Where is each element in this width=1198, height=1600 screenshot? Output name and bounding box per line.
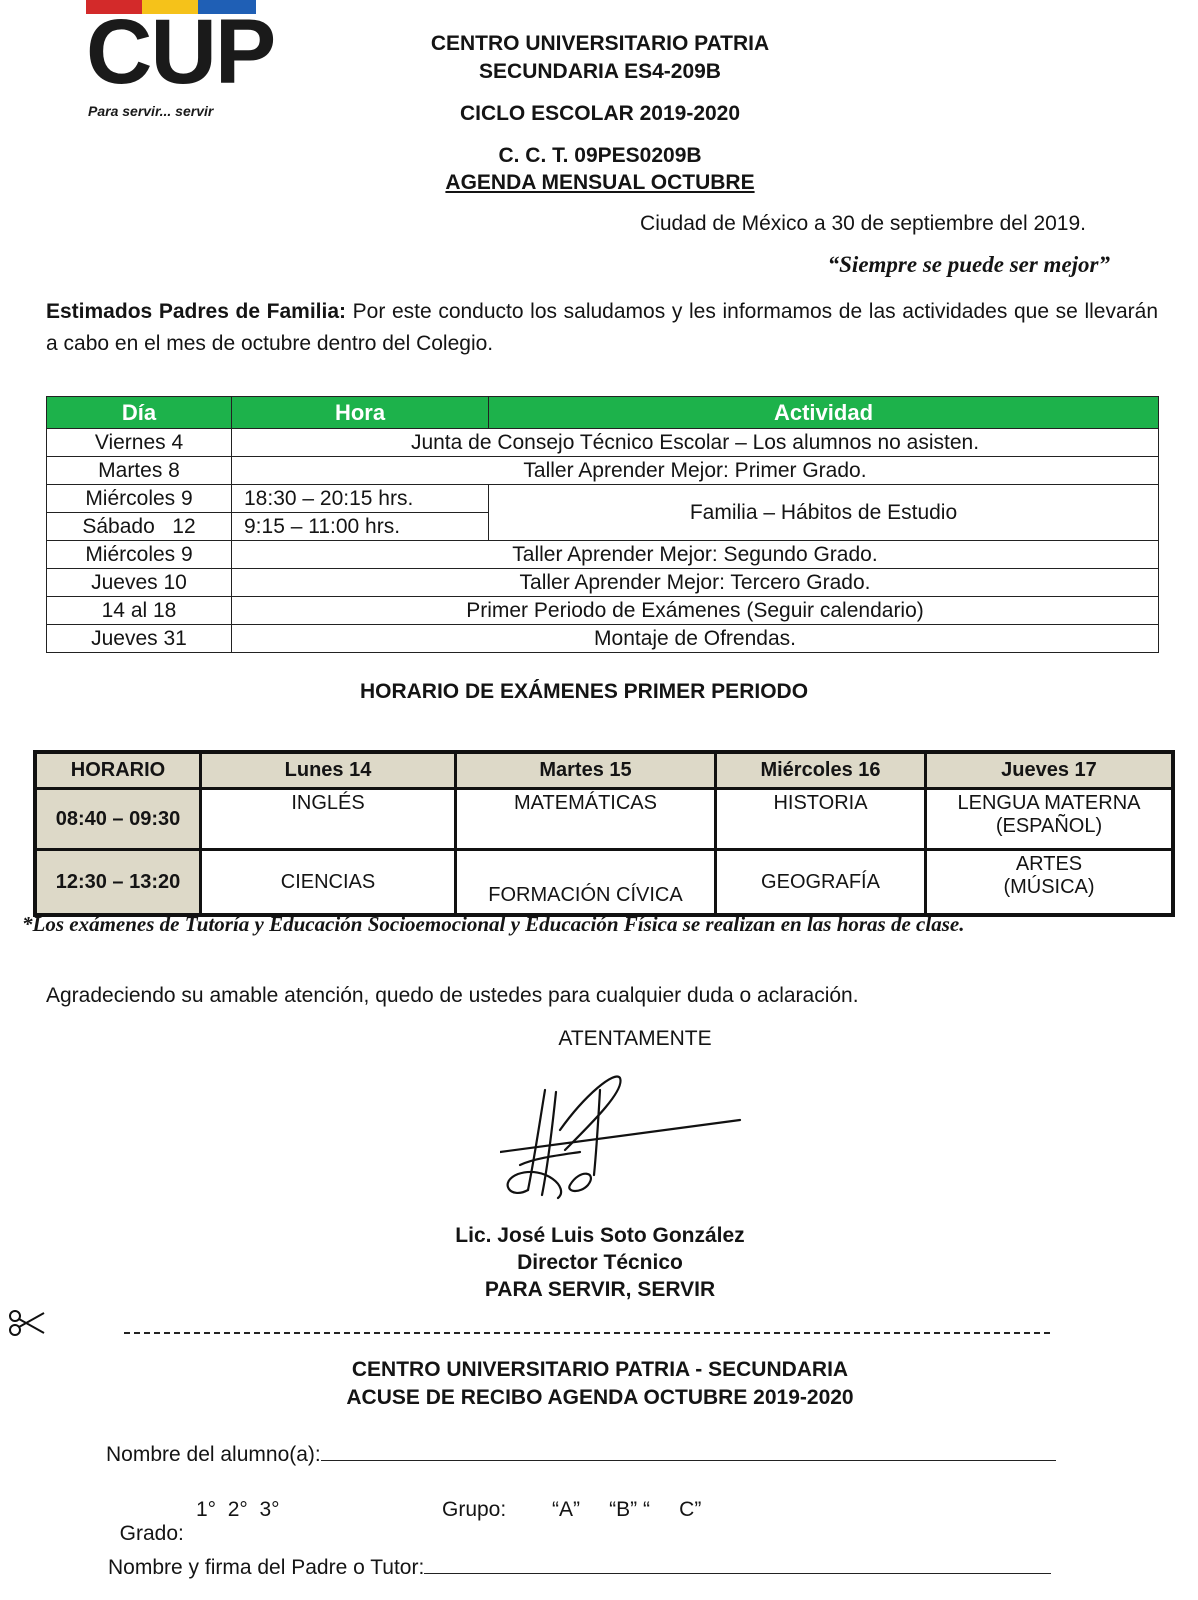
exam-note: *Los exámenes de Tutoría y Educación Socioemocional y Educación Física se realizan en las horas de clase. xyxy=(22,912,965,936)
table-row xyxy=(47,569,1159,597)
table-row xyxy=(47,457,1159,485)
logo-text: CUP xyxy=(86,1,275,103)
exam-cell: CIENCIAS xyxy=(201,850,456,916)
intro-text: Por este conducto los saludamos y les informamos de las actividades que se llevarán a cabo en el mes de octubre dentro del Colegio. xyxy=(46,300,1159,355)
table-row xyxy=(47,597,1159,625)
exam-time: 08:40 – 09:30 xyxy=(35,789,201,850)
row-actividad: Taller Aprender Mejor: Segundo Grado. xyxy=(232,541,1159,569)
cut-line xyxy=(124,1332,1050,1334)
exam-table xyxy=(33,750,1175,917)
exam-cell-line: ARTES xyxy=(1015,853,1083,875)
secundaria-code: SECUNDARIA ES4-209B xyxy=(479,60,721,83)
row-dia: Sábado 12 xyxy=(47,513,232,541)
alumno-blank[interactable] xyxy=(321,1442,1056,1461)
exam-cell-line: (ESPAÑOL) xyxy=(995,815,1103,837)
intro-paragraph xyxy=(46,296,1158,360)
row-actividad: Taller Aprender Mejor: Primer Grado. xyxy=(232,457,1159,485)
col-actividad: Actividad xyxy=(489,397,1159,429)
table-row xyxy=(47,541,1159,569)
table-row xyxy=(47,625,1159,653)
receipt-title-2: ACUSE DE RECIBO AGENDA OCTUBRE 2019-2020 xyxy=(346,1386,854,1409)
row-actividad: Montaje de Ofrendas. xyxy=(232,625,1159,653)
exam-cell xyxy=(926,789,1174,850)
row-dia: 14 al 18 xyxy=(47,597,232,625)
grupo-options[interactable]: “A” “B” “ C” xyxy=(552,1498,702,1521)
agenda-title-wrap xyxy=(300,169,900,197)
exam-col-horario: HORARIO xyxy=(35,752,201,789)
logo-slogan: Para servir... servir xyxy=(88,103,214,119)
exam-col-martes: Martes 15 xyxy=(456,752,716,789)
exam-cell: HISTORIA xyxy=(716,789,926,850)
firma-field[interactable] xyxy=(108,1555,1103,1580)
ciclo-escolar: CICLO ESCOLAR 2019-2020 xyxy=(459,102,741,125)
grupo-label: Grupo: xyxy=(442,1498,507,1521)
alumno-field[interactable] xyxy=(106,1442,1091,1467)
table-row xyxy=(47,485,1159,513)
agenda-table xyxy=(46,396,1159,653)
school-name: CENTRO UNIVERSITARIO PATRIA xyxy=(430,32,770,55)
alumno-label: Nombre del alumno(a): xyxy=(106,1443,321,1466)
table-row xyxy=(35,850,1173,916)
intro-greeting: Estimados Padres de Familia: xyxy=(46,300,347,323)
table-row xyxy=(47,429,1159,457)
row-dia: Jueves 10 xyxy=(47,569,232,597)
exam-header-row xyxy=(35,752,1173,789)
row-dia: Miércoles 9 xyxy=(47,541,232,569)
row-hora: 18:30 – 20:15 hrs. xyxy=(232,485,489,513)
row-hora: 9:15 – 11:00 hrs. xyxy=(232,513,489,541)
grado-options[interactable]: 1° 2° 3° xyxy=(196,1498,280,1521)
school-logo xyxy=(86,0,275,125)
receipt-title-1: CENTRO UNIVERSITARIO PATRIA - SECUNDARIA xyxy=(351,1358,849,1381)
signer-role: Director Técnico xyxy=(517,1251,683,1274)
row-dia: Martes 8 xyxy=(47,457,232,485)
thanks-line: Agradeciendo su amable atención, quedo de ustedes para cualquier duda o aclaración. xyxy=(46,984,859,1007)
signer-motto: PARA SERVIR, SERVIR xyxy=(484,1278,716,1301)
exam-cell-line: (MÚSICA) xyxy=(1003,876,1095,898)
exam-cell: INGLÉS xyxy=(201,789,456,850)
agenda-title: AGENDA MENSUAL OCTUBRE xyxy=(445,171,755,194)
exam-cell xyxy=(926,850,1174,916)
firma-blank[interactable] xyxy=(424,1555,1051,1574)
row-dia: Jueves 31 xyxy=(47,625,232,653)
col-hora: Hora xyxy=(232,397,489,429)
exam-cell-line: LENGUA MATERNA xyxy=(957,792,1141,814)
agenda-header-row xyxy=(47,397,1159,429)
row-actividad: Taller Aprender Mejor: Tercero Grado. xyxy=(232,569,1159,597)
exam-cell: FORMACIÓN CÍVICA xyxy=(456,850,716,916)
signature-image xyxy=(500,1070,780,1210)
grado-label: Grado: xyxy=(119,1522,184,1545)
firma-label: Nombre y firma del Padre o Tutor: xyxy=(108,1556,425,1579)
signer-name: Lic. José Luis Soto González xyxy=(455,1224,745,1247)
row-actividad: Primer Periodo de Exámenes (Seguir calendario) xyxy=(232,597,1159,625)
row-actividad: Junta de Consejo Técnico Escolar – Los alumnos no asisten. xyxy=(232,429,1159,457)
exam-col-lunes: Lunes 14 xyxy=(201,752,456,789)
scissors-icon xyxy=(8,1308,48,1338)
date-line: Ciudad de México a 30 de septiembre del 2019. xyxy=(640,212,1086,235)
atentamente: ATENTAMENTE xyxy=(558,1027,712,1050)
grado-field xyxy=(108,1498,184,1546)
motto: “Siempre se puede ser mejor” xyxy=(827,252,1110,277)
table-row xyxy=(35,789,1173,850)
row-actividad: Familia – Hábitos de Estudio xyxy=(489,485,1159,541)
row-dia: Miércoles 9 xyxy=(47,485,232,513)
cct-code: C. C. T. 09PES0209B xyxy=(498,144,702,167)
col-dia: Día xyxy=(47,397,232,429)
exam-cell: MATEMÁTICAS xyxy=(456,789,716,850)
exam-time: 12:30 – 13:20 xyxy=(35,850,201,916)
exam-col-miercoles: Miércoles 16 xyxy=(716,752,926,789)
exam-col-jueves: Jueves 17 xyxy=(926,752,1174,789)
exam-cell: GEOGRAFÍA xyxy=(716,850,926,916)
row-dia: Viernes 4 xyxy=(47,429,232,457)
exam-title: HORARIO DE EXÁMENES PRIMER PERIODO xyxy=(359,680,809,703)
